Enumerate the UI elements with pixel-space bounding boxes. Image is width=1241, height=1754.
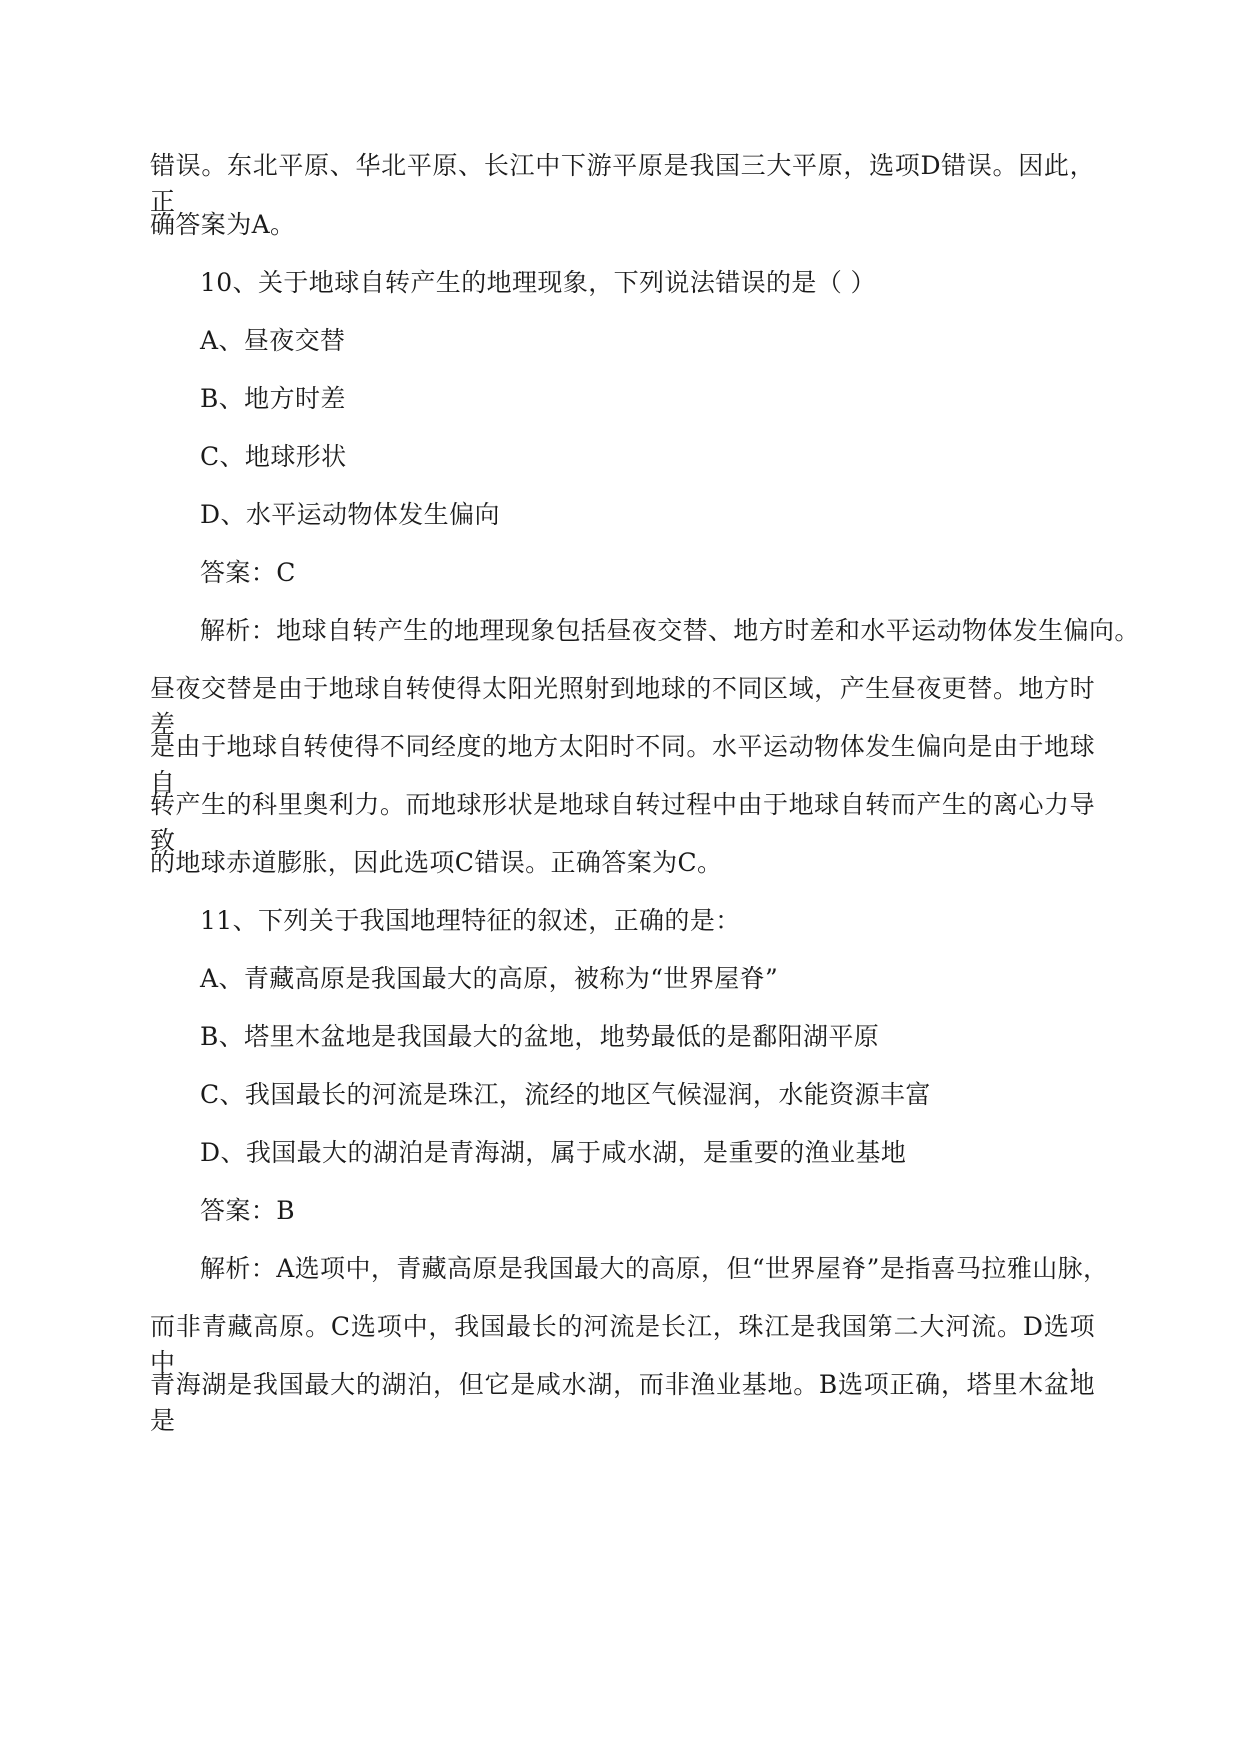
analysis-line: 的地球赤道膨胀，因此选项C错误。正确答案为C。	[150, 848, 723, 877]
analysis-line: 解析：A选项中，青藏高原是我国最大的高原，但“世界屋脊”是指喜马拉雅山脉，	[200, 1254, 1109, 1283]
option-d: D、水平运动物体发生偏向	[200, 500, 500, 529]
answer: 答案：C	[200, 558, 296, 587]
option-b: B、地方时差	[200, 384, 346, 413]
option-a: A、昼夜交替	[200, 326, 346, 355]
analysis-line: 是由于地球自转使得不同经度的地方太阳时不同。水平运动物体发生偏向是由于地球自	[150, 732, 1095, 797]
question-title: 10、关于地球自转产生的地理现象，下列说法错误的是（ ）	[200, 268, 876, 297]
option-c: C、我国最长的河流是珠江，流经的地区气候湿润，水能资源丰富	[200, 1080, 931, 1109]
option-a: A、青藏高原是我国最大的高原，被称为“世界屋脊”	[200, 964, 779, 993]
analysis-line: 转产生的科里奥利力。而地球形状是地球自转过程中由于地球自转而产生的离心力导致	[150, 790, 1095, 855]
analysis-line: 解析：地球自转产生的地理现象包括昼夜交替、地方时差和水平运动物体发生偏向。	[200, 616, 1140, 645]
paragraph-line: 错误。东北平原、华北平原、长江中下游平原是我国三大平原，选项D错误。因此，正	[150, 151, 1095, 216]
answer: 答案：B	[200, 1196, 295, 1225]
paragraph-line: 确答案为A。	[150, 210, 296, 239]
analysis-line: 而非青藏高原。C选项中，我国最长的河流是长江，珠江是我国第二大河流。D选项中，	[150, 1312, 1095, 1377]
analysis-line: 青海湖是我国最大的湖泊，但它是咸水湖，而非渔业基地。B选项正确，塔里木盆地是	[150, 1370, 1095, 1435]
analysis-line: 昼夜交替是由于地球自转使得太阳光照射到地球的不同区域，产生昼夜更替。地方时差	[150, 674, 1095, 739]
option-c: C、地球形状	[200, 442, 347, 471]
question-title: 11、下列关于我国地理特征的叙述，正确的是：	[200, 906, 741, 935]
option-b: B、塔里木盆地是我国最大的盆地，地势最低的是鄱阳湖平原	[200, 1022, 880, 1051]
option-d: D、我国最大的湖泊是青海湖，属于咸水湖，是重要的渔业基地	[200, 1138, 907, 1167]
